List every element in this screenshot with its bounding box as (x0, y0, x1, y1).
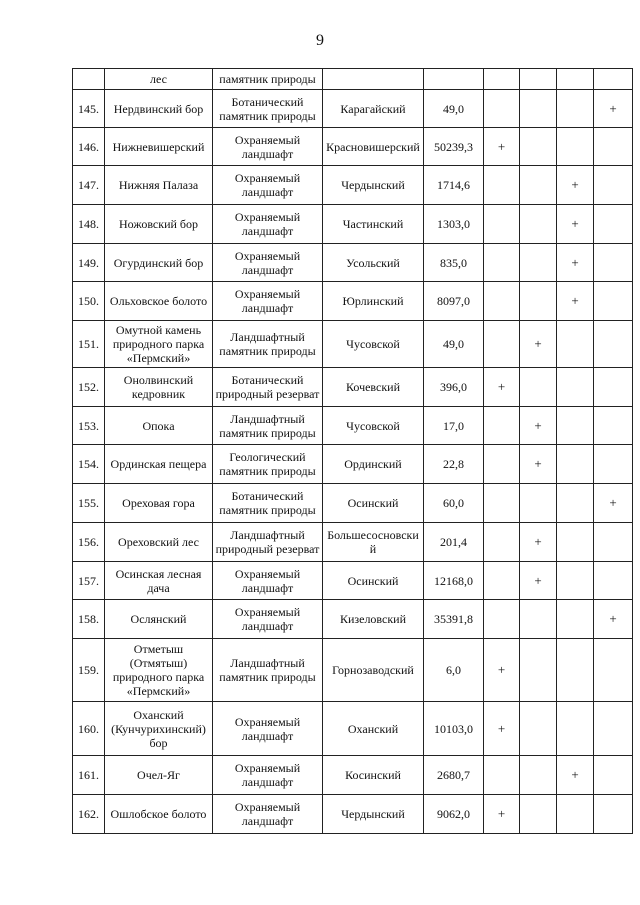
cell-mark-2 (520, 90, 557, 128)
table-row (73, 600, 633, 639)
cell-num: 155. (73, 484, 105, 523)
cell-mark-3: + (557, 244, 594, 282)
cell-mark-2 (520, 600, 557, 639)
cell-type: Ботанический природный резерват (213, 368, 323, 407)
table-row (73, 702, 633, 756)
cell-mark-4 (594, 244, 633, 282)
cell-mark-2 (520, 282, 557, 321)
cell-mark-3: + (557, 282, 594, 321)
cell-num: 148. (73, 205, 105, 244)
cell-name: Онолвинский кедровник (105, 368, 213, 407)
cell-mark-4 (594, 128, 633, 166)
cell-type: Охраняемый ландшафт (213, 756, 323, 795)
cell-district: Кочевский (323, 368, 424, 407)
cell-mark-2 (520, 205, 557, 244)
cell-mark-3 (557, 484, 594, 523)
cell-mark-4: + (594, 600, 633, 639)
cell-mark-1 (484, 244, 520, 282)
cell-mark-2 (520, 368, 557, 407)
cell-mark-1 (484, 69, 520, 90)
cell-name: Осинская лесная дача (105, 562, 213, 600)
cell-district: Кизеловский (323, 600, 424, 639)
cell-district: Большесосновский (323, 523, 424, 562)
cell-num: 147. (73, 166, 105, 205)
cell-mark-2: + (520, 407, 557, 445)
cell-num: 154. (73, 445, 105, 484)
table-row (73, 205, 633, 244)
cell-mark-3 (557, 562, 594, 600)
cell-area: 35391,8 (424, 600, 484, 639)
cell-mark-3 (557, 795, 594, 834)
cell-mark-4 (594, 795, 633, 834)
cell-mark-3 (557, 600, 594, 639)
cell-name: Огурдинский бор (105, 244, 213, 282)
cell-mark-3 (557, 445, 594, 484)
cell-mark-3 (557, 321, 594, 368)
cell-district: Карагайский (323, 90, 424, 128)
protected-areas-table (72, 68, 633, 834)
cell-type: Охраняемый ландшафт (213, 282, 323, 321)
cell-name: Ординская пещера (105, 445, 213, 484)
table-row (73, 166, 633, 205)
cell-mark-1 (484, 756, 520, 795)
cell-num: 153. (73, 407, 105, 445)
table-row (73, 484, 633, 523)
cell-mark-1 (484, 600, 520, 639)
cell-district: Усольский (323, 244, 424, 282)
cell-district: Осинский (323, 484, 424, 523)
cell-type: Охраняемый ландшафт (213, 795, 323, 834)
cell-num: 159. (73, 639, 105, 702)
cell-type: Геологический памятник природы (213, 445, 323, 484)
table-row (73, 244, 633, 282)
cell-area: 10103,0 (424, 702, 484, 756)
cell-num: 160. (73, 702, 105, 756)
cell-area: 835,0 (424, 244, 484, 282)
cell-type: Охраняемый ландшафт (213, 128, 323, 166)
cell-mark-4 (594, 321, 633, 368)
cell-area: 60,0 (424, 484, 484, 523)
cell-mark-1: + (484, 128, 520, 166)
cell-mark-4 (594, 702, 633, 756)
cell-mark-4 (594, 166, 633, 205)
cell-district: Чердынский (323, 795, 424, 834)
cell-district: Частинский (323, 205, 424, 244)
cell-area: 49,0 (424, 321, 484, 368)
cell-name: Омутной камень природного парка «Пермский» (105, 321, 213, 368)
cell-mark-2 (520, 244, 557, 282)
cell-num: 161. (73, 756, 105, 795)
cell-mark-1 (484, 166, 520, 205)
cell-area: 50239,3 (424, 128, 484, 166)
cell-district: Косинский (323, 756, 424, 795)
cell-mark-2 (520, 795, 557, 834)
cell-district: Оханский (323, 702, 424, 756)
cell-mark-3: + (557, 166, 594, 205)
cell-mark-2 (520, 756, 557, 795)
cell-type: Охраняемый ландшафт (213, 702, 323, 756)
cell-mark-3 (557, 523, 594, 562)
cell-mark-3 (557, 368, 594, 407)
cell-mark-1: + (484, 368, 520, 407)
cell-mark-4 (594, 407, 633, 445)
table-row (73, 795, 633, 834)
cell-name: Ножовский бор (105, 205, 213, 244)
cell-area: 6,0 (424, 639, 484, 702)
table-row (73, 562, 633, 600)
cell-mark-4 (594, 282, 633, 321)
cell-mark-1: + (484, 795, 520, 834)
cell-mark-3 (557, 702, 594, 756)
cell-area: 22,8 (424, 445, 484, 484)
table-row (73, 368, 633, 407)
cell-area: 396,0 (424, 368, 484, 407)
cell-type: Ландшафтный памятник природы (213, 407, 323, 445)
cell-mark-4 (594, 368, 633, 407)
cell-num: 145. (73, 90, 105, 128)
cell-mark-3 (557, 407, 594, 445)
cell-type: Охраняемый ландшафт (213, 244, 323, 282)
cell-num: 149. (73, 244, 105, 282)
cell-name: Очел-Яг (105, 756, 213, 795)
cell-area: 1714,6 (424, 166, 484, 205)
cell-district: Ординский (323, 445, 424, 484)
cell-district: Юрлинский (323, 282, 424, 321)
cell-mark-2 (520, 128, 557, 166)
cell-mark-4 (594, 69, 633, 90)
table-row (73, 639, 633, 702)
cell-area: 201,4 (424, 523, 484, 562)
cell-mark-2: + (520, 523, 557, 562)
cell-area: 12168,0 (424, 562, 484, 600)
cell-name: лес (105, 69, 213, 90)
cell-name: Ослянский (105, 600, 213, 639)
cell-district: Осинский (323, 562, 424, 600)
cell-mark-3 (557, 128, 594, 166)
table-row (73, 90, 633, 128)
cell-num: 158. (73, 600, 105, 639)
cell-mark-2 (520, 702, 557, 756)
table-row (73, 282, 633, 321)
cell-mark-1 (484, 90, 520, 128)
table-row (73, 756, 633, 795)
cell-mark-4 (594, 523, 633, 562)
cell-mark-2: + (520, 445, 557, 484)
cell-mark-1: + (484, 702, 520, 756)
cell-area: 9062,0 (424, 795, 484, 834)
cell-num: 152. (73, 368, 105, 407)
cell-name: Ореховая гора (105, 484, 213, 523)
cell-type: Охраняемый ландшафт (213, 166, 323, 205)
cell-mark-1 (484, 484, 520, 523)
table-row (73, 128, 633, 166)
cell-type: Ботанический памятник природы (213, 484, 323, 523)
cell-mark-4: + (594, 90, 633, 128)
cell-district: Чусовской (323, 321, 424, 368)
cell-name: Нижневишерский (105, 128, 213, 166)
cell-mark-1 (484, 562, 520, 600)
cell-mark-1 (484, 523, 520, 562)
cell-district: Горнозаводский (323, 639, 424, 702)
cell-mark-2: + (520, 562, 557, 600)
cell-mark-2 (520, 69, 557, 90)
table-row (73, 321, 633, 368)
cell-mark-4 (594, 756, 633, 795)
table-row (73, 407, 633, 445)
cell-mark-4 (594, 445, 633, 484)
cell-mark-2: + (520, 321, 557, 368)
cell-num: 151. (73, 321, 105, 368)
cell-name: Нижняя Палаза (105, 166, 213, 205)
cell-num: 162. (73, 795, 105, 834)
cell-mark-1 (484, 282, 520, 321)
cell-name: Опока (105, 407, 213, 445)
cell-num: 156. (73, 523, 105, 562)
cell-district: Чусовской (323, 407, 424, 445)
cell-area (424, 69, 484, 90)
cell-mark-1 (484, 205, 520, 244)
cell-mark-4: + (594, 484, 633, 523)
cell-type: Охраняемый ландшафт (213, 600, 323, 639)
cell-mark-4 (594, 205, 633, 244)
cell-mark-2 (520, 166, 557, 205)
cell-num: 157. (73, 562, 105, 600)
cell-type: Ландшафтный памятник природы (213, 321, 323, 368)
cell-mark-4 (594, 562, 633, 600)
cell-mark-1 (484, 407, 520, 445)
page-number: 9 (316, 32, 324, 49)
cell-name: Ореховский лес (105, 523, 213, 562)
cell-mark-3 (557, 90, 594, 128)
cell-mark-1: + (484, 639, 520, 702)
cell-mark-3: + (557, 756, 594, 795)
cell-type: Ботанический памятник природы (213, 90, 323, 128)
table-body (73, 69, 633, 834)
cell-type: Охраняемый ландшафт (213, 562, 323, 600)
table-row (73, 523, 633, 562)
cell-type: Охраняемый ландшафт (213, 205, 323, 244)
cell-name: Ошлобское болото (105, 795, 213, 834)
cell-area: 17,0 (424, 407, 484, 445)
cell-mark-4 (594, 639, 633, 702)
cell-area: 2680,7 (424, 756, 484, 795)
table-row (73, 445, 633, 484)
cell-area: 49,0 (424, 90, 484, 128)
cell-area: 8097,0 (424, 282, 484, 321)
cell-mark-2 (520, 639, 557, 702)
cell-name: Оханский (Кунчурихинский) бор (105, 702, 213, 756)
cell-mark-3 (557, 639, 594, 702)
cell-type: Ландшафтный памятник природы (213, 639, 323, 702)
cell-mark-1 (484, 445, 520, 484)
cell-name: Отметыш (Отмятыш) природного парка «Пермский» (105, 639, 213, 702)
cell-num: 150. (73, 282, 105, 321)
cell-type: Ландшафтный природный резерват (213, 523, 323, 562)
cell-mark-3: + (557, 205, 594, 244)
cell-num (73, 69, 105, 90)
cell-type: памятник природы (213, 69, 323, 90)
cell-name: Нердвинский бор (105, 90, 213, 128)
cell-name: Ольховское болото (105, 282, 213, 321)
cell-district: Красновишерский (323, 128, 424, 166)
table-row-continuation (73, 69, 633, 90)
cell-district: Чердынский (323, 166, 424, 205)
cell-mark-3 (557, 69, 594, 90)
cell-mark-2 (520, 484, 557, 523)
cell-area: 1303,0 (424, 205, 484, 244)
cell-district (323, 69, 424, 90)
cell-mark-1 (484, 321, 520, 368)
cell-num: 146. (73, 128, 105, 166)
